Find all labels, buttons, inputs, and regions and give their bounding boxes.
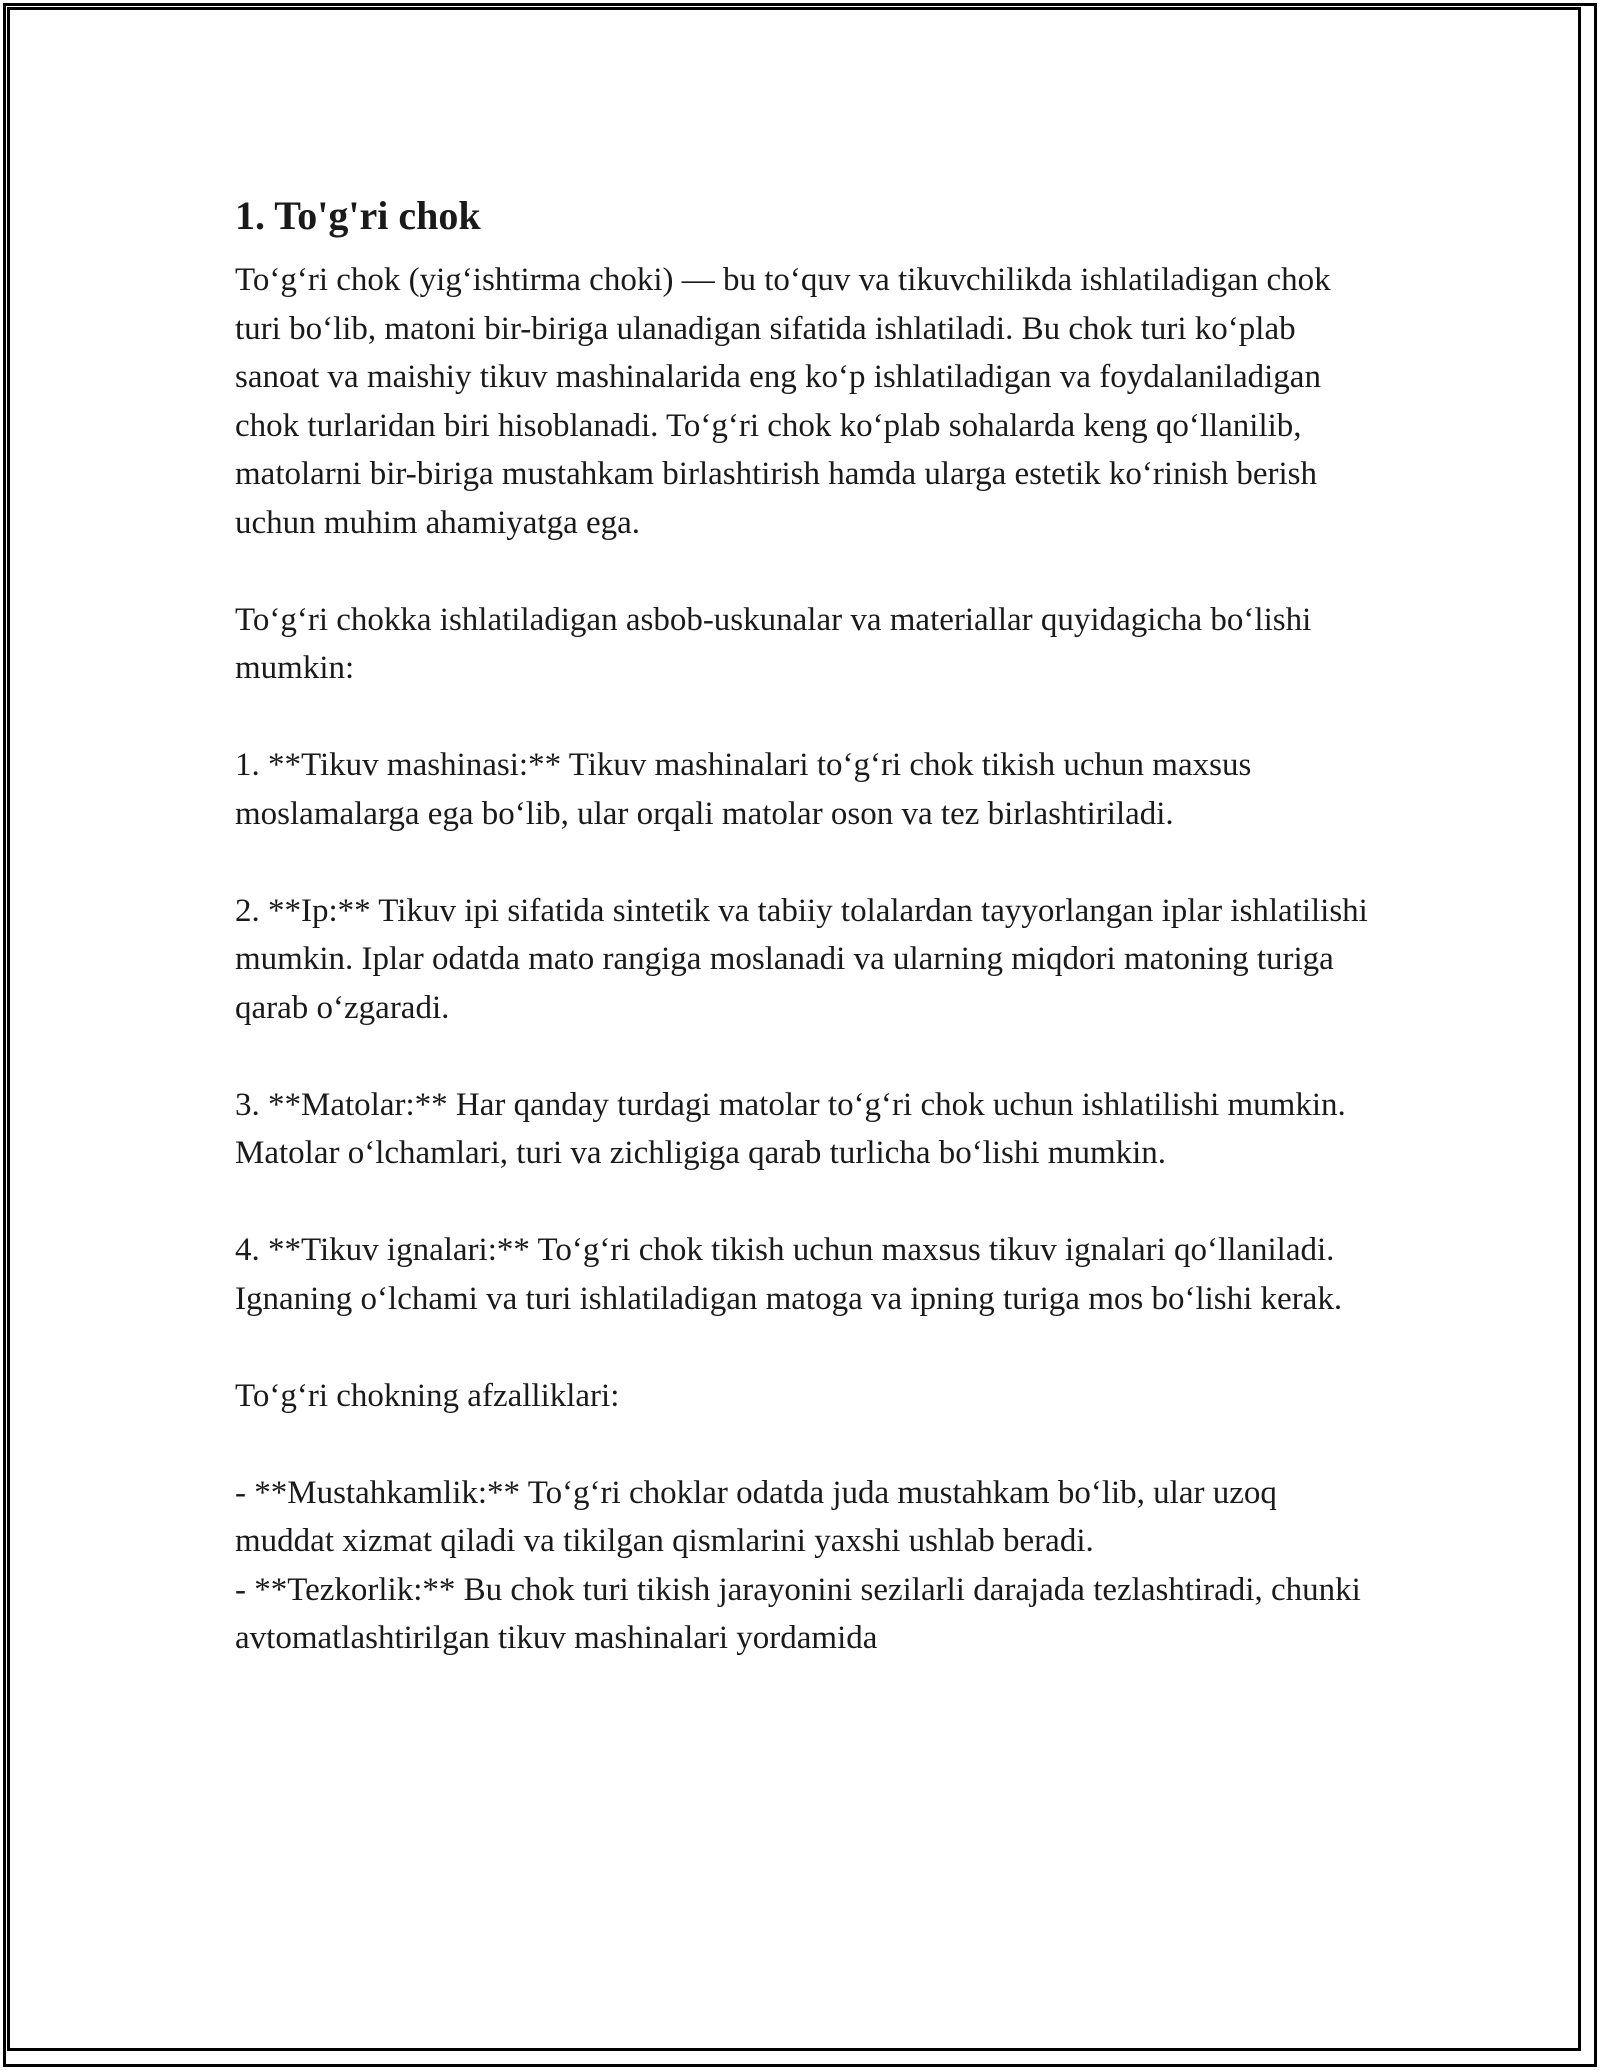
paragraph-spacer <box>235 1032 1370 1081</box>
paragraph-advantages-intro: To‘g‘ri chokning afzalliklari: <box>235 1377 620 1414</box>
paragraph-spacer <box>235 1178 1370 1227</box>
paragraph-spacer <box>235 1420 1370 1469</box>
paragraph-tools-intro: To‘g‘ri chokka ishlatiladigan asbob-uskunalar va materiallar quyidagicha bo‘lishi mumkin: <box>235 601 1320 686</box>
list-item-fabrics: 3. **Matolar:** Har qanday turdagi matolar to‘g‘ri chok uchun ishlatilishi mumkin. Matolar o‘lchamlari, turi va zichligiga qarab turlicha bo‘lishi mumkin. <box>235 1086 1355 1171</box>
document-body <box>235 188 1377 1663</box>
list-item-thread: 2. **Ip:** Tikuv ipi sifatida sintetik va tabiiy tolalardan tayyorlangan iplar ishlatilishi mumkin. Iplar odatda mato rangiga moslanadi va ularning miqdori matoning turiga qarab o‘zgaradi. <box>235 892 1377 1026</box>
bullet-speed: - **Tezkorlik:** Bu chok turi tikish jarayonini sezilarli darajada tezlashtiradi, chunki avtomatlashtirilgan tikuv mashinalari yordamida <box>235 1571 1370 1656</box>
page-title: 1. To'g'ri chok <box>235 193 481 238</box>
bullet-strength: - **Mustahkamlik:** To‘g‘ri choklar odatda juda mustahkam bo‘lib, ular uzoq muddat xizmat qiladi va tikilgan qismlarini yaxshi ushlab beradi. <box>235 1474 1286 1559</box>
paragraph-spacer <box>235 1323 1370 1372</box>
paragraph-spacer <box>235 547 1370 596</box>
list-item-needles: 4. **Tikuv ignalari:** To‘g‘ri chok tikish uchun maxsus tikuv ignalari qo‘llaniladi. Ignaning o‘lchami va turi ishlatiladigan matoga va ipning turiga mos bo‘lishi kerak. <box>235 1232 1343 1317</box>
paragraph-spacer <box>235 693 1370 742</box>
paragraph-spacer <box>235 838 1370 887</box>
list-item-sewing-machine: 1. **Tikuv mashinasi:** Tikuv mashinalari to‘g‘ri chok tikish uchun maxsus moslamalarga ega bo‘lib, ular orqali matolar oson va tez birlashtiriladi. <box>235 747 1260 832</box>
paragraph-intro: To‘g‘ri chok (yig‘ishtirma choki) — bu to‘quv va tikuvchilikda ishlatiladigan chok turi bo‘lib, matoni bir-biriga ulanadigan sifatida ishlatiladi. Bu chok turi ko‘plab sanoat va maishiy tikuv mashinalarida eng ko‘p ishlatiladigan va foydalaniladigan chok turlaridan biri hisoblanadi. To‘g‘ri chok ko‘plab sohalarda keng qo‘llanilib, matolarni bir-biriga mustahkam birlashtirish hamda ularga estetik ko‘rinish berish uchun muhim ahamiyatga ega. <box>235 262 1339 541</box>
